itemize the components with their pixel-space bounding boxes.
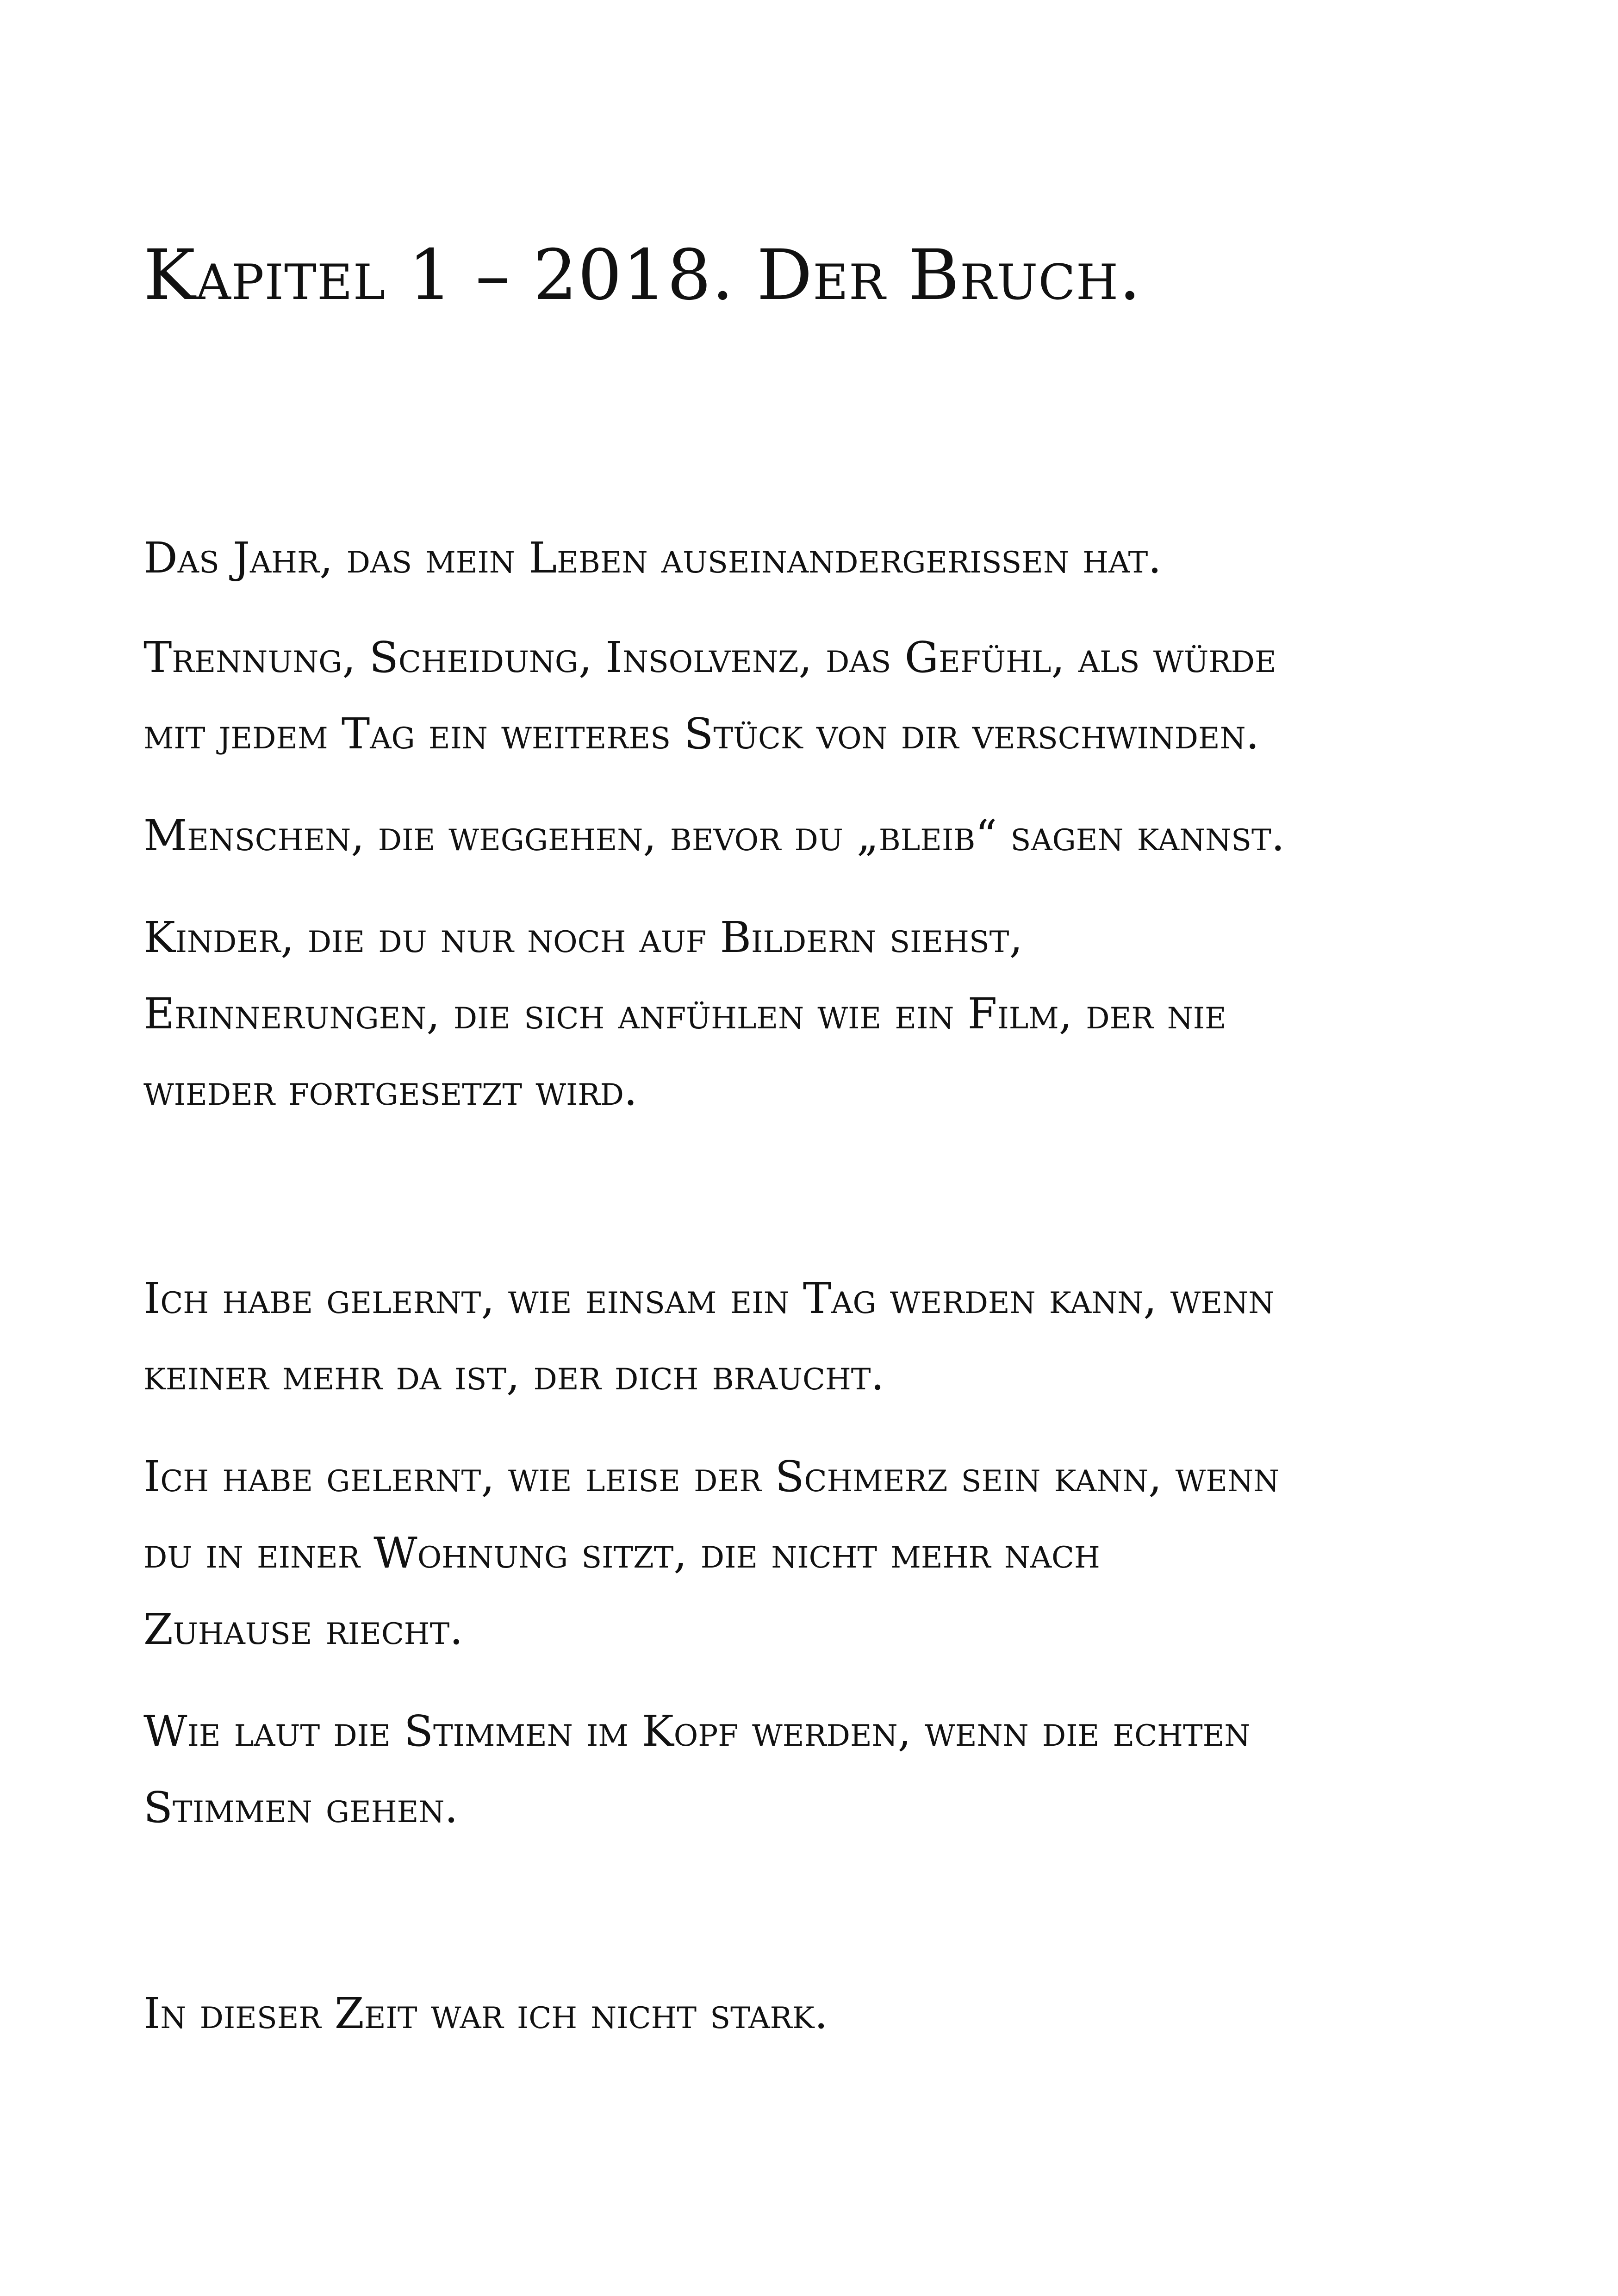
chapter-title: Kapitel 1 – 2018. Der Bruch. — [143, 235, 1142, 316]
paragraph-3-line-1: Menschen, die weggehen, bevor du „bleib“ sagen kannst. — [143, 811, 1285, 860]
paragraph-1-line-1: Das Jahr, das mein Leben auseinandergerissen hat. — [143, 533, 1162, 583]
paragraph-2-line-1: Trennung, Scheidung, Insolvenz, das Gefühl, als würde — [143, 633, 1276, 682]
paragraph-4-line-3: wieder fortgesetzt wird. — [143, 1065, 638, 1115]
paragraph-5-line-2: keiner mehr da ist, der dich braucht. — [143, 1350, 884, 1400]
paragraph-2-line-2: mit jedem Tag ein weiteres Stück von dir verschwinden. — [143, 709, 1259, 759]
paragraph-5-line-1: Ich habe gelernt, wie einsam ein Tag werden kann, wenn — [143, 1274, 1275, 1323]
paragraph-7-line-1: Wie laut die Stimmen im Kopf werden, wenn die echten — [143, 1706, 1251, 1756]
paragraph-4-line-2: Erinnerungen, die sich anfühlen wie ein Film, der nie — [143, 989, 1226, 1039]
paragraph-7-line-2: Stimmen gehen. — [143, 1783, 458, 1832]
paragraph-8-line-1: In dieser Zeit war ich nicht stark. — [143, 1989, 828, 2038]
paragraph-6-line-1: Ich habe gelernt, wie leise der Schmerz sein kann, wenn — [143, 1452, 1280, 1501]
paragraph-6-line-3: Zuhause riecht. — [143, 1605, 463, 1654]
paragraph-4-line-1: Kinder, die du nur noch auf Bildern siehst, — [143, 913, 1023, 962]
paragraph-6-line-2: du in einer Wohnung sitzt, die nicht mehr nach — [143, 1528, 1100, 1578]
